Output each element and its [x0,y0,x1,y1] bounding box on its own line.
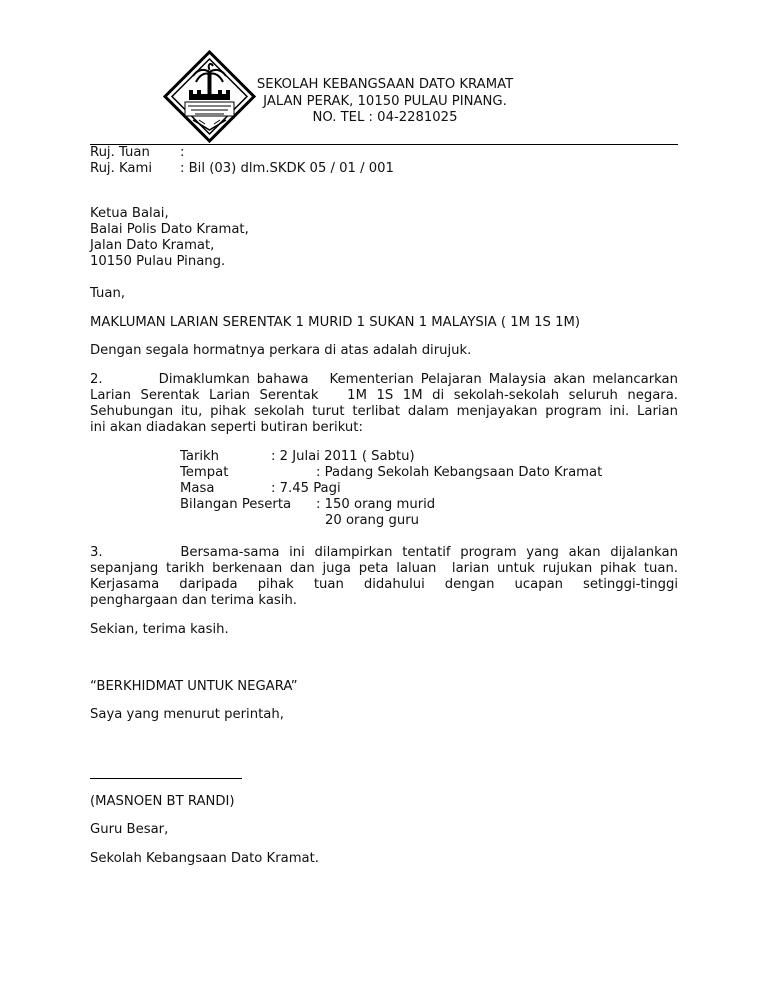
opening-line: Dengan segala hormatnya perkara di atas adalah dirujuk. [90,343,472,358]
masa-value: : 7.45 Pagi [271,481,341,496]
tarikh-label: Tarikh [180,449,220,464]
signatory-org: Sekolah Kebangsaan Dato Kramat. [90,851,319,866]
paragraph-2 [90,372,678,436]
masa-label: Masa [180,481,215,496]
school-address: JALAN PERAK, 10150 PULAU PINANG. [263,94,507,109]
closing-line: Sekian, terima kasih. [90,622,229,637]
motto: “BERKHIDMAT UNTUK NEGARA” [90,679,298,694]
recipient-line: Jalan Dato Kramat, [90,238,215,253]
recipient-line: Ketua Balai, [90,206,169,221]
ruj-tuan-value: : [180,145,185,160]
school-phone: NO. TEL : 04-2281025 [312,110,458,125]
subject-line: MAKLUMAN LARIAN SERENTAK 1 MURID 1 SUKAN 1 MALAYSIA ( 1M 1S 1M) [90,315,581,330]
ruj-tuan-label: Ruj. Tuan [90,145,150,160]
ruj-kami-value: : Bil (03) dlm.SKDK 05 / 01 / 001 [180,161,394,176]
peserta-value: : 150 orang murid [316,497,436,512]
salutation: Tuan, [90,286,126,301]
paragraph-line: ini akan diadakan seperti butiran berikut: [90,420,363,435]
paragraph-line: 2. Dimaklumkan bahawa Kementerian Pelajaran Malaysia akan melancarkan [90,372,678,387]
paragraph-line: penghargaan dan terima kasih. [90,593,297,608]
paragraph-line: sepanjang tarikh berkenaan dan juga peta laluan larian untuk rujukan pihak tuan. [90,561,678,576]
paragraph-line: Sehubungan itu, pihak sekolah turut terlibat dalam menjayakan program ini. Larian [90,404,678,419]
header-divider [90,144,678,145]
signatory-name: (MASNOEN BT RANDI) [90,794,235,809]
recipient-line: 10150 Pulau Pinang. [90,254,226,269]
signature-line [90,778,242,779]
sign-off: Saya yang menurut perintah, [90,707,284,722]
paragraph-line: Larian Serentak Larian Serentak 1M 1S 1M di sekolah-sekolah seluruh negara. [90,388,678,403]
tempat-label: Tempat [180,465,229,480]
paragraph-line: 3. Bersama-sama ini dilampirkan tentatif program yang akan dijalankan [90,545,678,560]
paragraph-3 [90,545,678,609]
tempat-value: : Padang Sekolah Kebangsaan Dato Kramat [316,465,603,480]
paragraph-line: Kerjasama daripada pihak tuan didahului dengan ucapan setinggi-tinggi [90,577,678,592]
ruj-kami-label: Ruj. Kami [90,161,152,176]
tarikh-value: : 2 Julai 2011 ( Sabtu) [271,449,415,464]
recipient-line: Balai Polis Dato Kramat, [90,222,249,237]
peserta-label: Bilangan Peserta [180,497,292,512]
school-name: SEKOLAH KEBANGSAAN DATO KRAMAT [256,77,514,92]
peserta-value-2: 20 orang guru [325,513,419,528]
signatory-title: Guru Besar, [90,822,169,837]
